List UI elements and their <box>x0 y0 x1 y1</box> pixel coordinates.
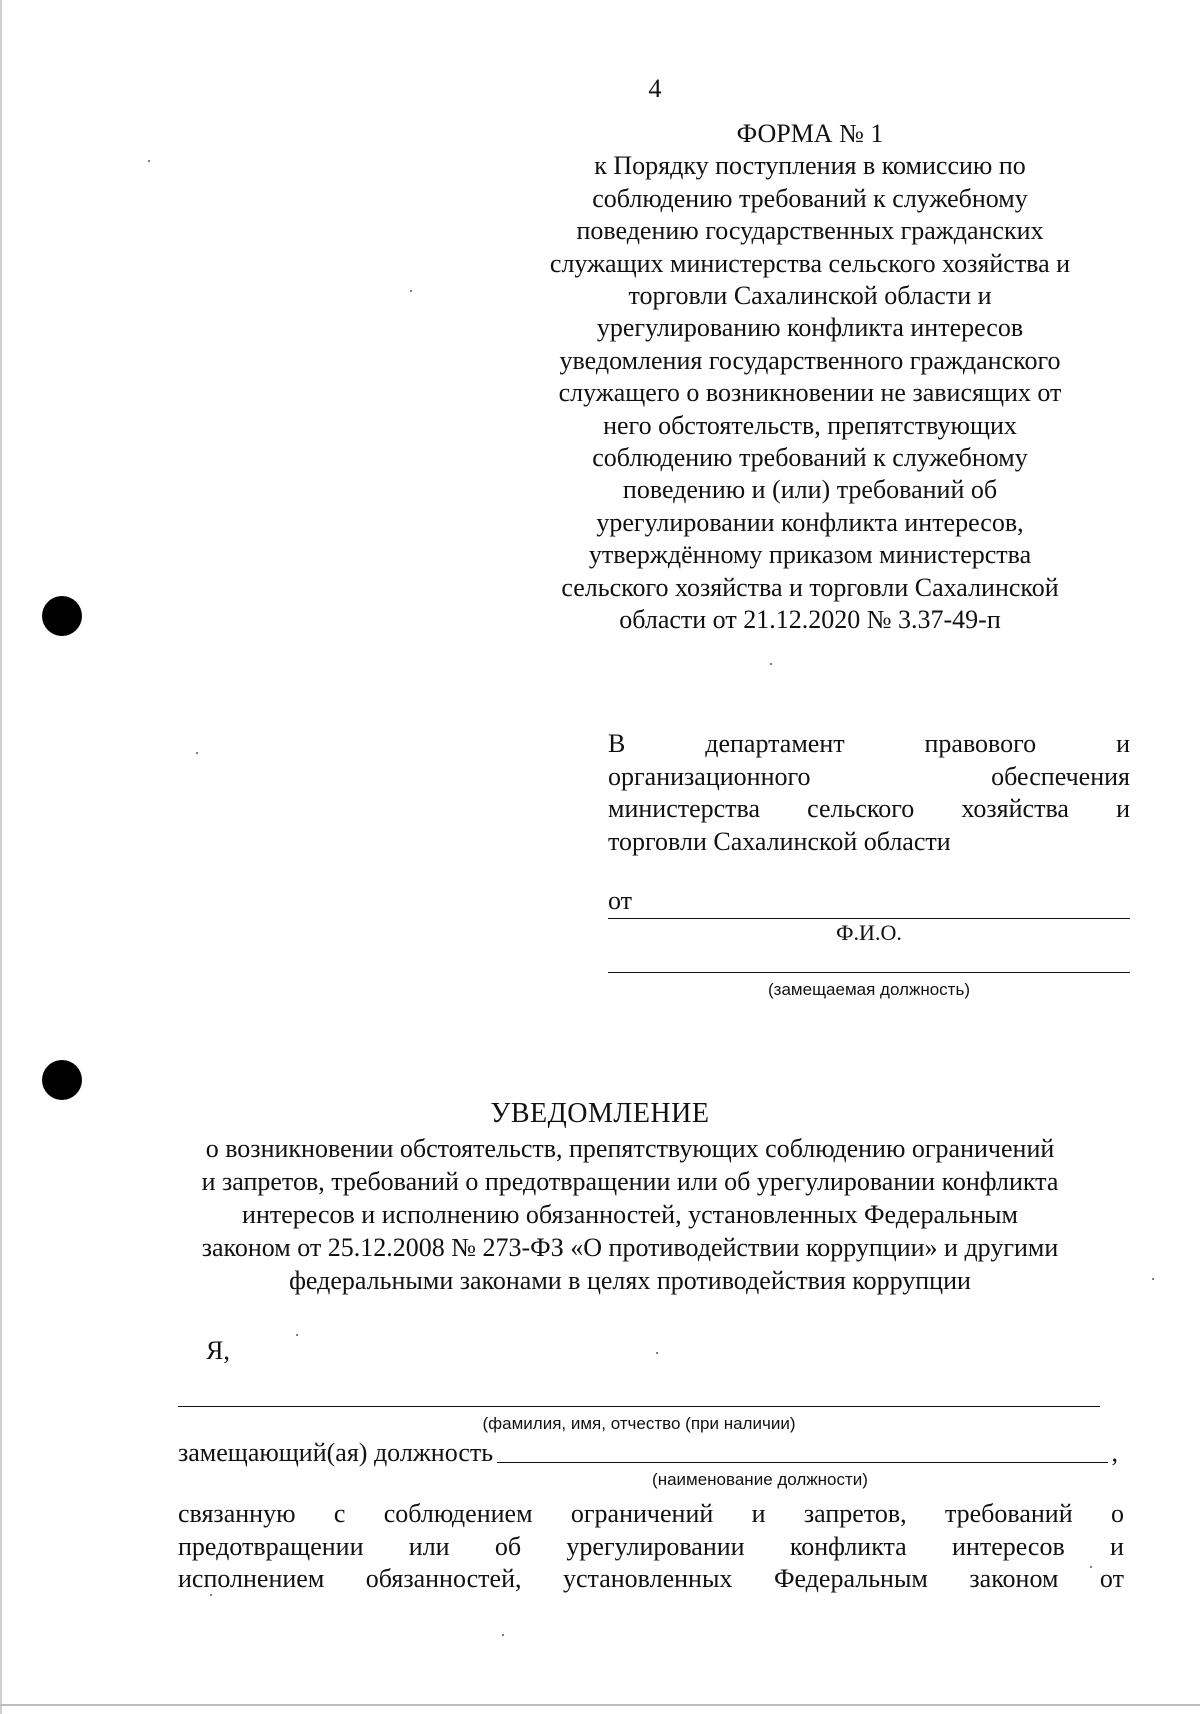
body-word: исполнением <box>178 1564 325 1593</box>
form-header-line: уведомления государственного гражданского <box>559 345 1061 375</box>
notice-title: УВЕДОМЛЕНИЕ <box>490 1098 710 1129</box>
body-word: урегулировании <box>566 1531 745 1561</box>
body-word: с <box>333 1499 346 1528</box>
addressee-line <box>608 761 1130 794</box>
addressee-word: В <box>608 729 626 758</box>
addressee-word: правового <box>924 729 1037 758</box>
body-word: и <box>1110 1531 1124 1561</box>
addressee-word: хозяйства <box>961 794 1069 823</box>
body-word: интересов <box>952 1531 1065 1561</box>
body-word: об <box>494 1531 522 1561</box>
scan-speck <box>296 1334 298 1336</box>
form-header-line: соблюдению требований к служебному <box>592 183 1028 213</box>
scan-speck <box>210 1594 212 1596</box>
form-header-line: соблюдению требований к служебному <box>592 443 1028 473</box>
addressee-line <box>608 826 1130 859</box>
body-line <box>178 1563 1124 1596</box>
body-word: и <box>751 1499 766 1528</box>
position-field[interactable] <box>608 972 1130 973</box>
addressee-word: департамент <box>705 729 845 758</box>
position-row <box>178 1434 1118 1469</box>
scan-bottom-line <box>0 1704 1200 1706</box>
form-header <box>510 118 1110 637</box>
form-header-line: служащих министерства сельского хозяйства и <box>549 248 1071 278</box>
notice-subtitle-line: интересов и исполнению обязанностей, установленных Федеральным <box>242 1200 1018 1229</box>
notice-subtitle-line: федеральными законами в целях противодействия коррупции <box>289 1266 971 1295</box>
form-header-line: торговли Сахалинской области и <box>628 281 992 311</box>
position-name-field[interactable] <box>497 1434 1107 1463</box>
body-line <box>178 1498 1124 1531</box>
form-header-line: поведению и (или) требований об <box>622 475 998 505</box>
body-word: обязанностей, <box>365 1564 522 1593</box>
body-text <box>178 1498 1124 1596</box>
addressee-word: организационного <box>608 761 811 791</box>
addressee-word: торговли Сахалинской области <box>608 826 951 856</box>
ya-label: Я, <box>206 1336 230 1365</box>
from-label: от <box>608 886 633 915</box>
form-header-line: служащего о возникновении не зависящих от <box>558 378 1062 408</box>
addressee-word: сельского <box>807 794 915 823</box>
position-name-caption: (наименование должности) <box>652 1470 868 1489</box>
body-word: Федеральным <box>773 1564 928 1593</box>
addressee-line <box>608 728 1130 761</box>
addressee-word: и <box>1116 729 1130 758</box>
fio-caption: Ф.И.О. <box>836 920 902 945</box>
addressee-word: министерства <box>608 794 761 823</box>
form-header-line: области от 21.12.2020 № 3.37-49-п <box>619 605 1001 635</box>
scan-speck <box>1152 1278 1154 1280</box>
body-word: запретов, <box>803 1499 907 1528</box>
body-word: или <box>408 1531 450 1561</box>
body-word: конфликта <box>789 1531 907 1561</box>
body-word: предотвращении <box>178 1531 364 1561</box>
body-word: установленных <box>563 1564 733 1593</box>
addressee-line <box>608 793 1130 826</box>
form-header-line: поведению государственных гражданских <box>576 216 1044 246</box>
body-word: о <box>1110 1499 1124 1528</box>
scan-speck <box>770 663 772 665</box>
scan-edge-line <box>0 0 2 1714</box>
body-word: связанную <box>178 1499 296 1528</box>
punch-hole-top <box>42 596 82 636</box>
scan-speck <box>410 290 412 292</box>
page-number: 4 <box>648 74 662 103</box>
body-word: требований <box>944 1499 1073 1528</box>
position-label: замещающий(ая) должность <box>178 1438 494 1467</box>
addressee-block <box>608 728 1130 858</box>
body-word: от <box>1099 1564 1124 1593</box>
form-title: ФОРМА № 1 <box>736 119 884 148</box>
scan-speck <box>502 1634 504 1636</box>
full-name-caption: (фамилия, имя, отчество (при наличии) <box>482 1414 796 1433</box>
punch-hole-bottom <box>42 1060 82 1100</box>
scan-speck <box>1090 1566 1092 1568</box>
body-word: ограничений <box>570 1499 714 1528</box>
addressee-word: и <box>1116 794 1130 823</box>
body-word: законом <box>969 1564 1059 1593</box>
form-header-line: утверждённому приказом министерства <box>588 540 1032 570</box>
notice-subtitle-line: о возникновении обстоятельств, препятствующих соблюдению ограничений <box>205 1134 1055 1163</box>
notice-subtitle <box>150 1132 1110 1297</box>
scan-speck <box>148 160 150 162</box>
position-comma: , <box>1111 1438 1118 1467</box>
form-header-line: урегулированию конфликта интересов <box>596 313 1024 343</box>
body-word: соблюдением <box>383 1499 533 1528</box>
form-header-line: урегулировании конфликта интересов, <box>596 507 1024 537</box>
form-header-line: сельского хозяйства и торговли Сахалинской <box>561 572 1059 602</box>
addressee-word: обеспечения <box>991 761 1130 791</box>
form-header-line: к Порядку поступления в комиссию по <box>594 151 1026 181</box>
scan-speck <box>656 1352 658 1354</box>
full-name-field[interactable] <box>178 1406 1100 1407</box>
notice-subtitle-line: законом от 25.12.2008 № 273-ФЗ «О противодействии коррупции» и другими <box>201 1233 1059 1262</box>
form-header-line: него обстоятельств, препятствующих <box>603 410 1017 440</box>
position-caption: (замещаемая должность) <box>768 980 970 999</box>
notice-subtitle-line: и запретов, требований о предотвращении или об урегулировании конфликта <box>201 1167 1059 1196</box>
from-field[interactable] <box>608 886 1130 919</box>
scan-speck <box>196 752 198 754</box>
body-line <box>178 1531 1124 1564</box>
